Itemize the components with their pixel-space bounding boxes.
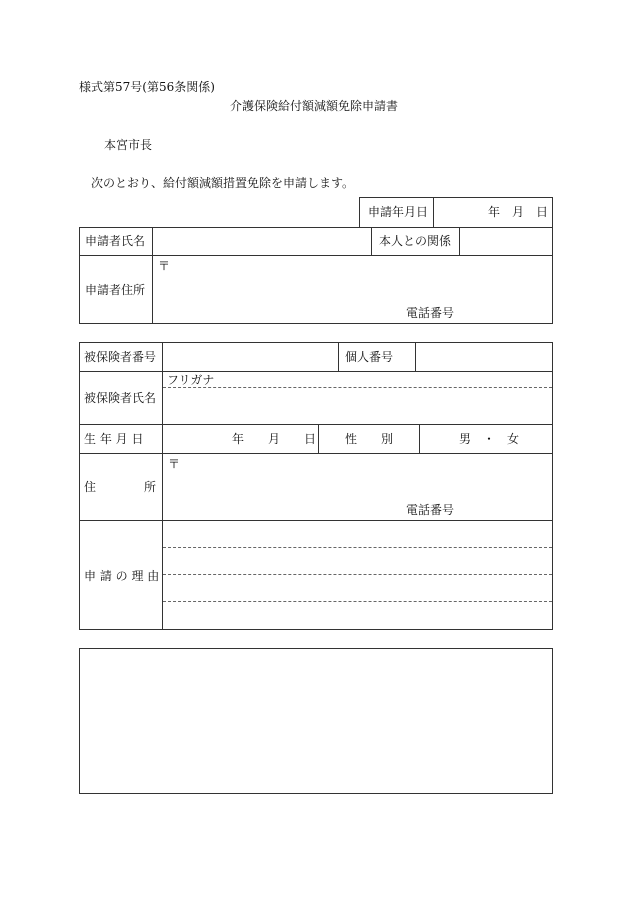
personal-number-label: 個人番号 bbox=[345, 350, 394, 364]
reason-label: 申 請 の 理 由 bbox=[84, 569, 160, 583]
birth-date-value: 年 月 日 bbox=[232, 432, 317, 446]
office-use-input[interactable] bbox=[80, 649, 552, 793]
application-date-value: 年 月 日 bbox=[488, 205, 549, 219]
insured-name-label: 被保険者氏名 bbox=[84, 391, 157, 405]
intro-text: 次のとおり、給付額減額措置免除を申請します。 bbox=[91, 176, 355, 190]
birth-date-label: 生 年 月 日 bbox=[84, 432, 144, 446]
insured-postal-mark: 〒 bbox=[168, 457, 181, 471]
applicant-postal-mark: 〒 bbox=[158, 259, 171, 273]
insured-number-input[interactable] bbox=[163, 343, 337, 370]
addressee: 本宮市長 bbox=[104, 138, 153, 152]
personal-number-input[interactable] bbox=[416, 343, 552, 370]
form-number: 様式第57号(第56条関係) bbox=[79, 80, 215, 94]
insured-address-label: 住 所 bbox=[84, 480, 157, 494]
furigana-label: フリガナ bbox=[167, 373, 215, 387]
applicant-phone-label: 電話番号 bbox=[406, 306, 455, 320]
application-date-input[interactable] bbox=[434, 198, 484, 227]
furigana-input[interactable] bbox=[220, 372, 550, 387]
sex-label: 性 別 bbox=[345, 432, 394, 446]
reason-input[interactable] bbox=[163, 521, 552, 629]
applicant-address-label: 申請者住所 bbox=[85, 283, 146, 297]
insured-number-label: 被保険者番号 bbox=[84, 350, 157, 364]
applicant-name-input[interactable] bbox=[153, 228, 370, 254]
birth-date-input[interactable] bbox=[163, 425, 228, 452]
insured-name-input[interactable] bbox=[163, 389, 552, 423]
applicant-phone-input[interactable] bbox=[460, 302, 552, 322]
insured-phone-input[interactable] bbox=[460, 499, 552, 519]
applicant-name-label: 申請者氏名 bbox=[85, 234, 146, 248]
relation-label: 本人との関係 bbox=[379, 234, 452, 248]
applicant-address-input[interactable] bbox=[172, 257, 550, 301]
relation-input[interactable] bbox=[460, 228, 552, 254]
application-date-label: 申請年月日 bbox=[368, 205, 429, 219]
sex-options[interactable]: 男 ・ 女 bbox=[459, 432, 520, 446]
insured-address-input[interactable] bbox=[182, 455, 550, 499]
form-title: 介護保険給付額減額免除申請書 bbox=[230, 99, 399, 113]
insured-phone-label: 電話番号 bbox=[406, 503, 455, 517]
